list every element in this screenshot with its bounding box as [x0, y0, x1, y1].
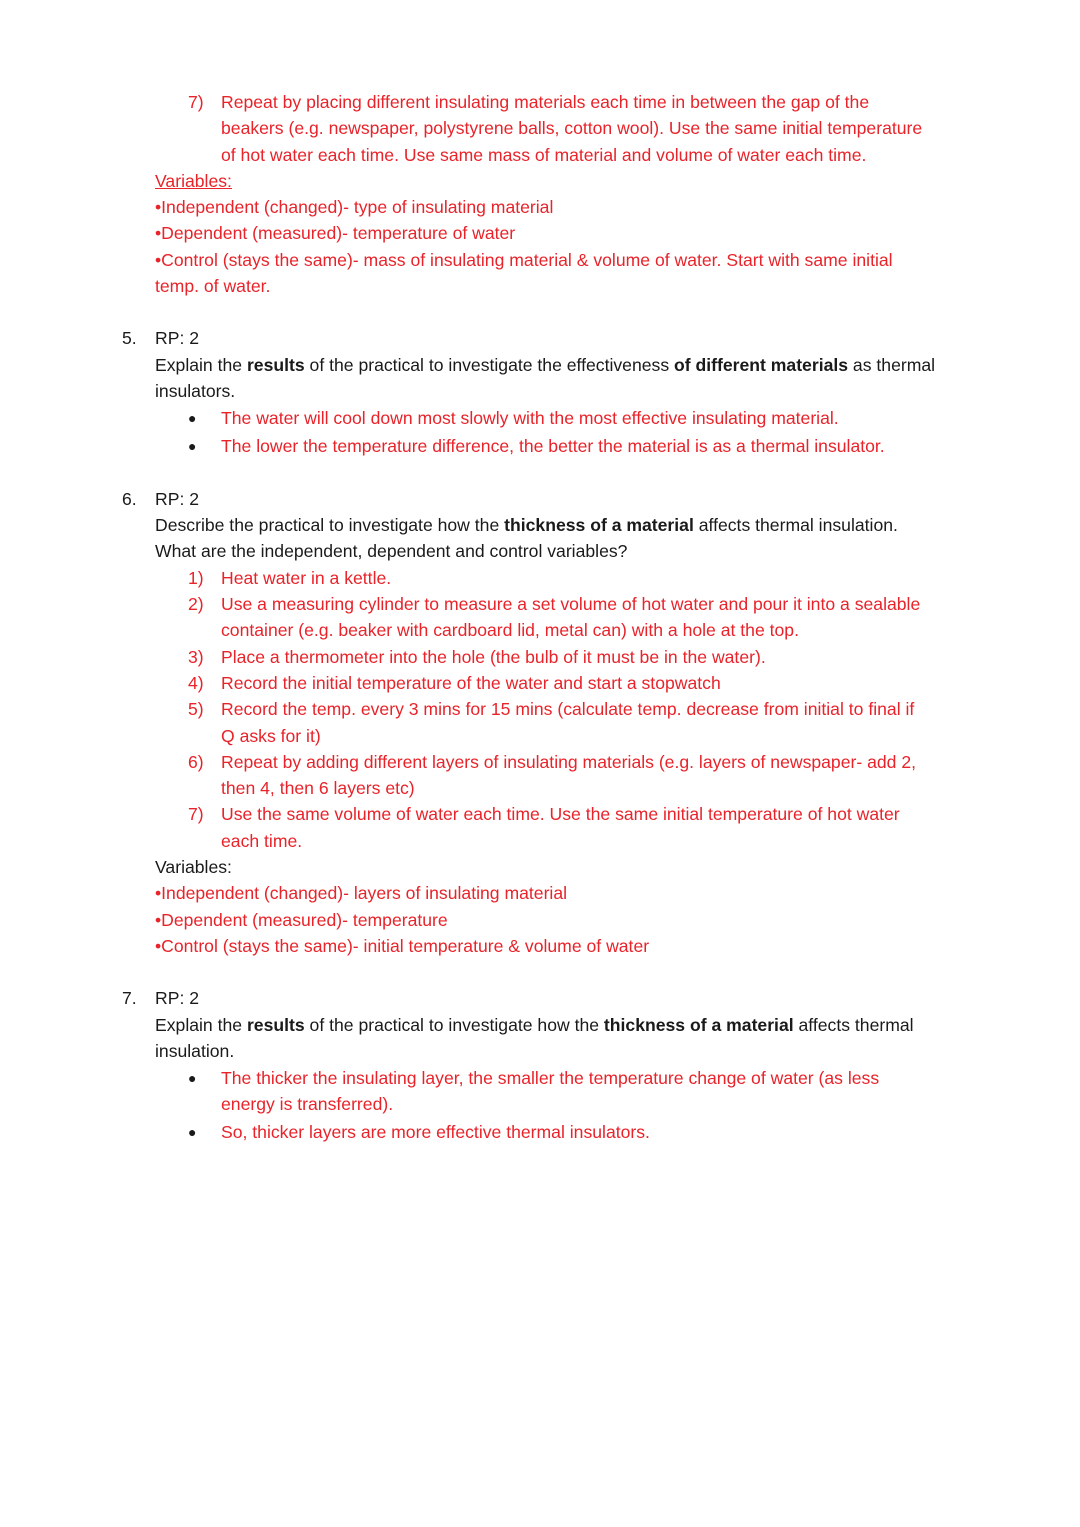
control-variable-cont: temp. of water.	[155, 276, 271, 297]
dependent-variable: •Dependent (measured)- temperature of water	[155, 223, 516, 244]
question-prompt-cont: insulators.	[155, 380, 236, 401]
top-step-list	[0, 89, 1080, 168]
method-steps	[0, 565, 1080, 854]
question-prompt: Describe the practical to investigate how the thickness of a material affects thermal insulation.	[155, 515, 898, 536]
question-rp: RP: 2	[155, 988, 200, 1009]
question-prompt-cont: insulation.	[155, 1040, 235, 1061]
question-prompt-cont: What are the independent, dependent and control variables?	[155, 541, 628, 562]
question-rp: RP: 2	[155, 488, 200, 509]
question-6	[0, 486, 1080, 959]
independent-variable: •Independent (changed)- type of insulating material	[155, 197, 554, 218]
step-number: 7)	[188, 92, 204, 112]
question-number: 5.	[122, 328, 137, 349]
answer-bullet: ● So, thicker layers are more effective thermal insulators.	[0, 1119, 1080, 1145]
top-step-7	[0, 89, 1080, 168]
method-step: 2) Use a measuring cylinder to measure a set volume of hot water and pour it into a sealable container (e.g. beaker with cardboard lid, metal can) with a hole at the top.	[188, 594, 921, 641]
answer-bullet: ● The thicker the insulating layer, the smaller the temperature change of water (as less energy is transferred).	[0, 1065, 1080, 1118]
step-line: of hot water each time. Use same mass of material and volume of water each time.	[221, 144, 867, 165]
method-step: 6) Repeat by adding different layers of insulating materials (e.g. layers of newspaper- add 2, then 4, then 6 layers etc)	[188, 751, 917, 799]
answer-bullet: ● The lower the temperature difference, the better the material is as a thermal insulator.	[0, 433, 1080, 459]
bullet-icon: ●	[188, 437, 197, 454]
step-line: beakers (e.g. newspaper, polystyrene balls, cotton wool). Use the same initial temperature	[221, 118, 923, 139]
variables-heading: Variables:	[155, 857, 232, 878]
question-number: 6.	[122, 488, 137, 509]
question-7	[0, 985, 1080, 1145]
control-variable: •Control (stays the same)- mass of insulating material & volume of water. Start with same initial	[155, 249, 893, 270]
question-5	[0, 325, 1080, 458]
variables-heading: Variables:	[155, 170, 232, 191]
method-step: 1) Heat water in a kettle.	[188, 567, 392, 588]
answer-bullet: ● The water will cool down most slowly with the most effective insulating material.	[0, 405, 1080, 431]
document-page	[0, 89, 1080, 1146]
method-step: 5) Record the temp. every 3 mins for 15 mins (calculate temp. decrease from initial to final if Q asks for it)	[188, 699, 915, 746]
control-variable: •Control (stays the same)- initial temperature & volume of water	[155, 935, 650, 956]
top-variables	[0, 168, 1080, 299]
method-step: 3) Place a thermometer into the hole (the bulb of it must be in the water).	[188, 646, 766, 667]
step-line: Repeat by placing different insulating materials each time in between the gap of the	[221, 92, 870, 112]
question-prompt: Explain the results of the practical to investigate how the thickness of a material affects thermal	[155, 1014, 914, 1035]
bullet-icon: ●	[188, 1123, 197, 1140]
dependent-variable: •Dependent (measured)- temperature	[155, 909, 448, 930]
method-step: 4) Record the initial temperature of the water and start a stopwatch	[188, 672, 721, 693]
bullet-icon: ●	[188, 410, 197, 427]
bullet-icon: ●	[188, 1070, 197, 1087]
question-number: 7.	[122, 988, 137, 1009]
independent-variable: •Independent (changed)- layers of insulating material	[155, 883, 568, 904]
question-rp: RP: 2	[155, 328, 200, 349]
method-step: 7) Use the same volume of water each time. Use the same initial temperature of hot water each time.	[188, 804, 900, 851]
question-prompt: Explain the results of the practical to investigate the effectiveness of different materials as thermal	[155, 354, 936, 375]
